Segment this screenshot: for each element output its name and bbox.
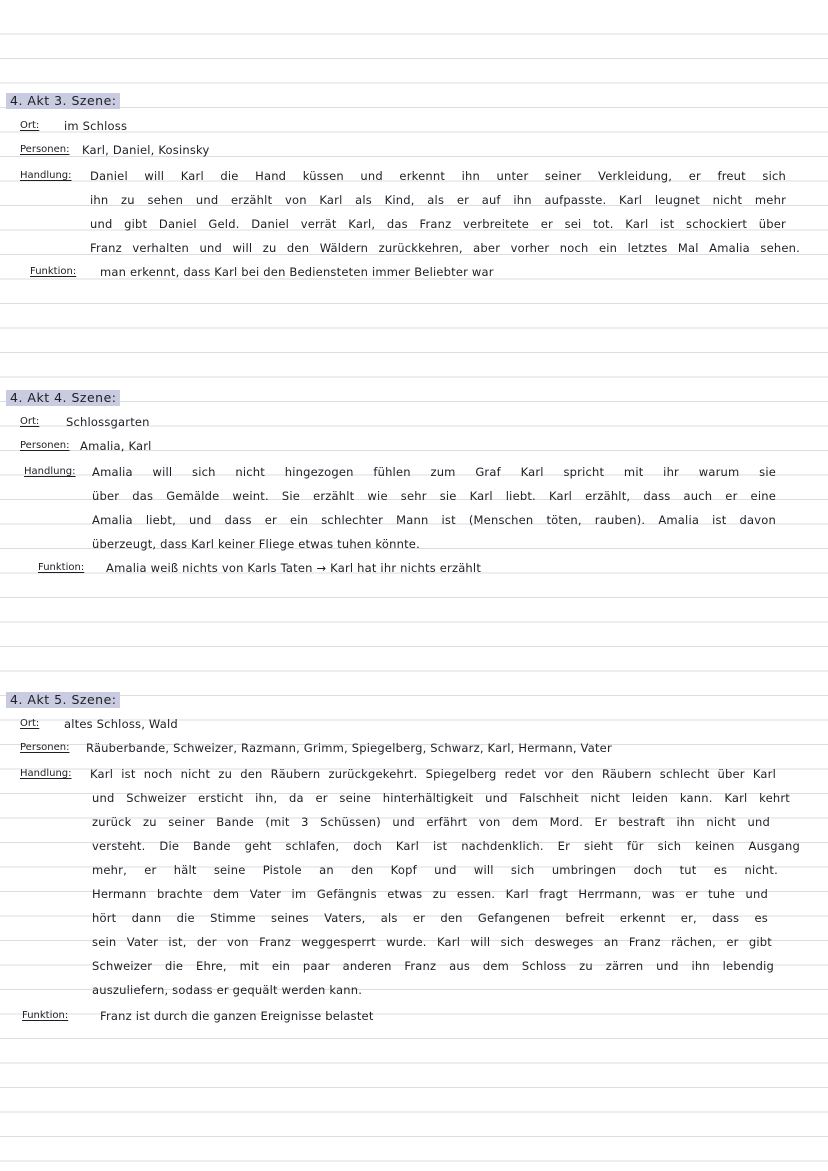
handlung-label: Handlung: — [24, 466, 76, 477]
handlung-row — [0, 932, 828, 956]
handlung-line: Schweizer die Ehre, mit ein paar anderen Franz aus dem Schloss zu zärren und ihn lebendig — [92, 959, 774, 973]
ort-value: altes Schloss, Wald — [64, 717, 178, 731]
personen-row — [0, 738, 828, 762]
funktion-value: Amalia weiß nichts von Karls Taten → Karl hat ihr nichts erzählt — [106, 561, 482, 575]
personen-value: Amalia, Karl — [80, 439, 152, 453]
handlung-label: Handlung: — [20, 170, 72, 181]
handlung-line: und Schweizer ersticht ihn, da er seine hinterhältigkeit und Falschheit nicht leiden kann. Karl kehrt — [92, 791, 790, 805]
handlung-row — [0, 860, 828, 884]
handlung-row — [0, 812, 828, 836]
ort-label: Ort: — [20, 718, 40, 729]
ort-row — [0, 412, 828, 436]
handlung-row — [0, 788, 828, 812]
handlung-line: Amalia liebt, und dass er ein schlechter Mann ist (Menschen töten, rauben). Amalia ist davon — [92, 513, 776, 527]
handlung-line: ihn zu sehen und erzählt von Karl als Kind, als er auf ihn aufpasste. Karl leugnet nicht mehr — [90, 193, 786, 207]
handlung-row — [0, 956, 828, 980]
scene-title: 4. Akt 3. Szene: — [6, 93, 120, 109]
handlung-row — [0, 534, 828, 558]
funktion-row — [0, 1006, 828, 1030]
ort-row — [0, 116, 828, 140]
personen-row — [0, 140, 828, 164]
handlung-line: sein Vater ist, der von Franz weggesperrt wurde. Karl will sich desweges an Franz rächen, er gibt — [92, 935, 772, 949]
handlung-row — [0, 510, 828, 534]
handlung-row — [0, 486, 828, 510]
handlung-line: auszuliefern, sodass er gequält werden kann. — [92, 983, 363, 997]
handlung-line: Hermann brachte dem Vater im Gefängnis etwas zu essen. Karl fragt Herrmann, was er tuhe und — [92, 887, 768, 901]
funktion-value: Franz ist durch die ganzen Ereignisse belastet — [100, 1009, 374, 1023]
scene-title: 4. Akt 4. Szene: — [6, 390, 120, 406]
personen-label: Personen: — [20, 742, 70, 753]
ort-label: Ort: — [20, 120, 40, 131]
handlung-row — [0, 980, 828, 1004]
handlung-row — [0, 462, 828, 486]
ort-label: Ort: — [20, 416, 40, 427]
handlung-label: Handlung: — [20, 768, 72, 779]
handlung-row — [0, 884, 828, 908]
handlung-line: zurück zu seiner Bande (mit 3 Schüssen) und erfährt von dem Mord. Er bestraft ihn nicht und — [92, 815, 770, 829]
handlung-line: über das Gemälde weint. Sie erzählt wie sehr sie Karl liebt. Karl erzählt, dass auch er eine — [92, 489, 776, 503]
handlung-line: Amalia will sich nicht hingezogen fühlen zum Graf Karl spricht mit ihr warum sie — [92, 465, 776, 479]
ort-row — [0, 714, 828, 738]
funktion-value: man erkennt, dass Karl bei den Bediensteten immer Beliebter war — [100, 265, 494, 279]
ort-value: Schlossgarten — [66, 415, 150, 429]
handlung-line: versteht. Die Bande geht schlafen, doch Karl ist nachdenklich. Er sieht für sich keinen Ausgang — [92, 839, 800, 853]
handlung-row — [0, 166, 828, 190]
funktion-label: Funktion: — [22, 1010, 69, 1021]
personen-label: Personen: — [20, 440, 70, 451]
handlung-line: mehr, er hält seine Pistole an den Kopf und will sich umbringen doch tut es nicht. — [92, 863, 778, 877]
funktion-row — [0, 262, 828, 286]
personen-label: Personen: — [20, 144, 70, 155]
handlung-row — [0, 238, 828, 262]
handlung-line: Franz verhalten und will zu den Wäldern zurückkehren, aber vorher noch ein letztes Mal Amalia sehen. — [90, 241, 800, 255]
handlung-line: Karl ist noch nicht zu den Räubern zurückgekehrt. Spiegelberg redet vor den Räubern schlecht über Karl — [90, 767, 776, 781]
personen-value: Karl, Daniel, Kosinsky — [82, 143, 210, 157]
handlung-row — [0, 764, 828, 788]
ort-value: im Schloss — [64, 119, 128, 133]
funktion-label: Funktion: — [38, 562, 85, 573]
funktion-label: Funktion: — [30, 266, 77, 277]
handlung-row — [0, 214, 828, 238]
handlung-row — [0, 908, 828, 932]
funktion-row — [0, 558, 828, 582]
personen-value: Räuberbande, Schweizer, Razmann, Grimm, Spiegelberg, Schwarz, Karl, Hermann, Vater — [86, 741, 612, 755]
handlung-row — [0, 836, 828, 860]
handlung-row — [0, 190, 828, 214]
handlung-line: hört dann die Stimme seines Vaters, als er den Gefangenen befreit erkennt er, dass es — [92, 911, 768, 925]
handlung-line: Daniel will Karl die Hand küssen und erkennt ihn unter seiner Verkleidung, er freut sich — [90, 169, 786, 183]
handlung-line: überzeugt, dass Karl keiner Fliege etwas tuhen könnte. — [92, 537, 420, 551]
personen-row — [0, 436, 828, 460]
handlung-line: und gibt Daniel Geld. Daniel verrät Karl, das Franz verbreitete er sei tot. Karl ist schockiert über — [90, 217, 786, 231]
scene-title: 4. Akt 5. Szene: — [6, 692, 120, 708]
